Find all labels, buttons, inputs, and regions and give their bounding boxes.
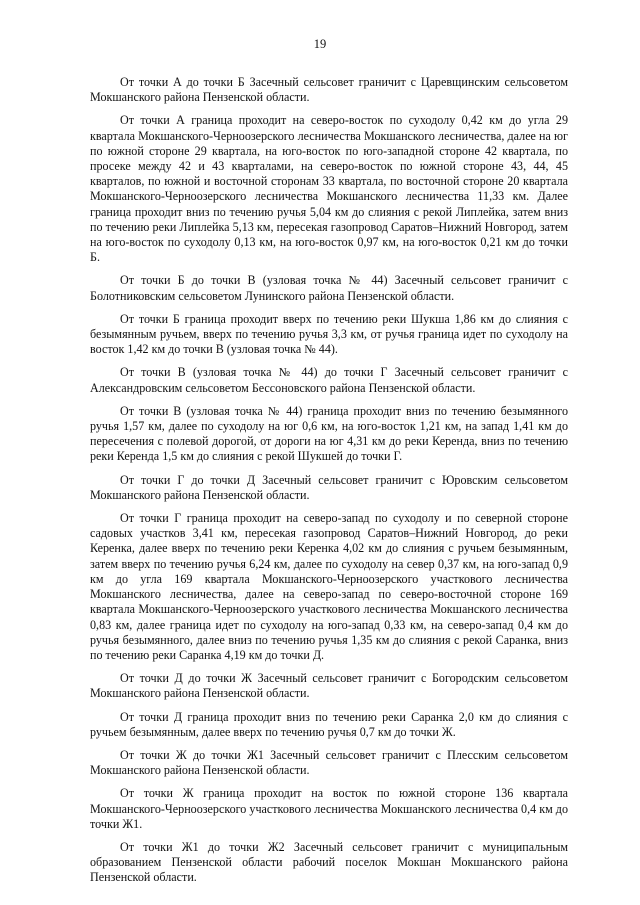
paragraph: От точки Ж1 до точки Ж2 Засечный сельсовет граничит с муниципальным образованием Пензенской области рабочий поселок Мокшан Мокшанского района Пензенской области. <box>90 839 568 885</box>
paragraph: От точки Д граница проходит вниз по течению реки Саранка 2,0 км до слияния с ручьем безымянным, далее вверх по течению ручья 0,7 км до точки Ж. <box>90 709 568 739</box>
paragraph: От точки Б до точки В (узловая точка № 44) Засечный сельсовет граничит с Болотниковским сельсоветом Лунинского района Пензенской области. <box>90 273 568 303</box>
paragraph: От точки А до точки Б Засечный сельсовет граничит с Царевщинским сельсоветом Мокшанского района Пензенской области. <box>90 75 568 105</box>
paragraph: От точки Д до точки Ж Засечный сельсовет граничит с Богородским сельсоветом Мокшанского района Пензенской области. <box>90 671 568 701</box>
paragraph: От точки А граница проходит на северо-восток по суходолу 0,42 км до угла 29 квартала Мокшанского-Черноозерского лесничества Мокшанского лесничества, далее на юг по южной стороне 29 квартала, на юго-восток по юго-западной стороне 42 квартала, по просеке между 42 и 43 кварталами, на северо-восток по южной стороне 43, 44, 45 кварталов, по южной и восточной сторонам 33 квартала, по восточной стороне 20 квартала Мокшанского-Черноозерского лесничества Мокшанского лесничества 11,33 км. Далее граница проходит вниз по течению ручья 5,04 км до слияния с рекой Липлейка, затем вниз по течению реки Липлейка 5,13 км, пересекая газопровод Саратов–Нижний Новгород, затем на юго-восток по суходолу 0,13 км, на юго-восток 0,97 км, на юго-восток 0,21 км до точки Б. <box>90 113 568 265</box>
paragraph: От точки Ж граница проходит на восток по южной стороне 136 квартала Мокшанского-Черноозерского участкового лесничества Мокшанского лесничества 0,4 км до точки Ж1. <box>90 786 568 831</box>
paragraph: От точки Г граница проходит на северо-запад по суходолу и по северной стороне садовых участков 3,41 км, пересекая газопровод Саратов–Нижний Новгород, до реки Керенка, далее вверх по течению реки Керенка 4,02 км до слияния с ручьем безымянным, затем вверх по течению ручья 6,24 км, далее по суходолу на север 0,37 км, на юго-запад 0,9 км до угла 169 квартала Мокшанского-Черноозерского участкового лесничества Мокшанского лесничества, далее на северо-запад по северо-восточной стороне 169 квартала Мокшанского-Черноозерского участкового лесничества Мокшанского лесничества 0,83 км, далее граница идет по суходолу на юго-запад 0,33 км, на северо-запад 0,4 км до ручья безымянного, далее вниз по течению ручья 1,35 км до слияния с рекой Саранка, вниз по течению реки Саранка 4,19 км до точки Д. <box>90 511 568 662</box>
paragraph: От точки Ж до точки Ж1 Засечный сельсовет граничит с Плесским сельсоветом Мокшанского района Пензенской области. <box>90 747 568 778</box>
document-body <box>90 75 568 894</box>
paragraph: От точки В (узловая точка № 44) граница проходит вниз по течению безымянного ручья 1,57 км, далее по суходолу на юг 0,6 км, на юго-восток 1,21 км, на запад 1,41 км до пересечения с полевой дорогой, от дороги на юг 4,31 км до реки Керенда, вниз по течению реки Керенда 1,5 км до слияния с рекой Шукшей до точки Г. <box>90 403 568 464</box>
paragraph: От точки Г до точки Д Засечный сельсовет граничит с Юровским сельсоветом Мокшанского района Пензенской области. <box>90 472 568 502</box>
page-number: 19 <box>313 37 327 51</box>
paragraph: От точки В (узловая точка № 44) до точки Г Засечный сельсовет граничит с Александровским сельсоветом Бессоновского района Пензенской области. <box>90 365 568 395</box>
paragraph: От точки Б граница проходит вверх по течению реки Шукша 1,86 км до слияния с безымянным ручьем, вверх по течению ручья 3,3 км, от ручья граница идет по суходолу на восток 1,42 км до точки В (узловая точка № 44). <box>90 311 568 357</box>
